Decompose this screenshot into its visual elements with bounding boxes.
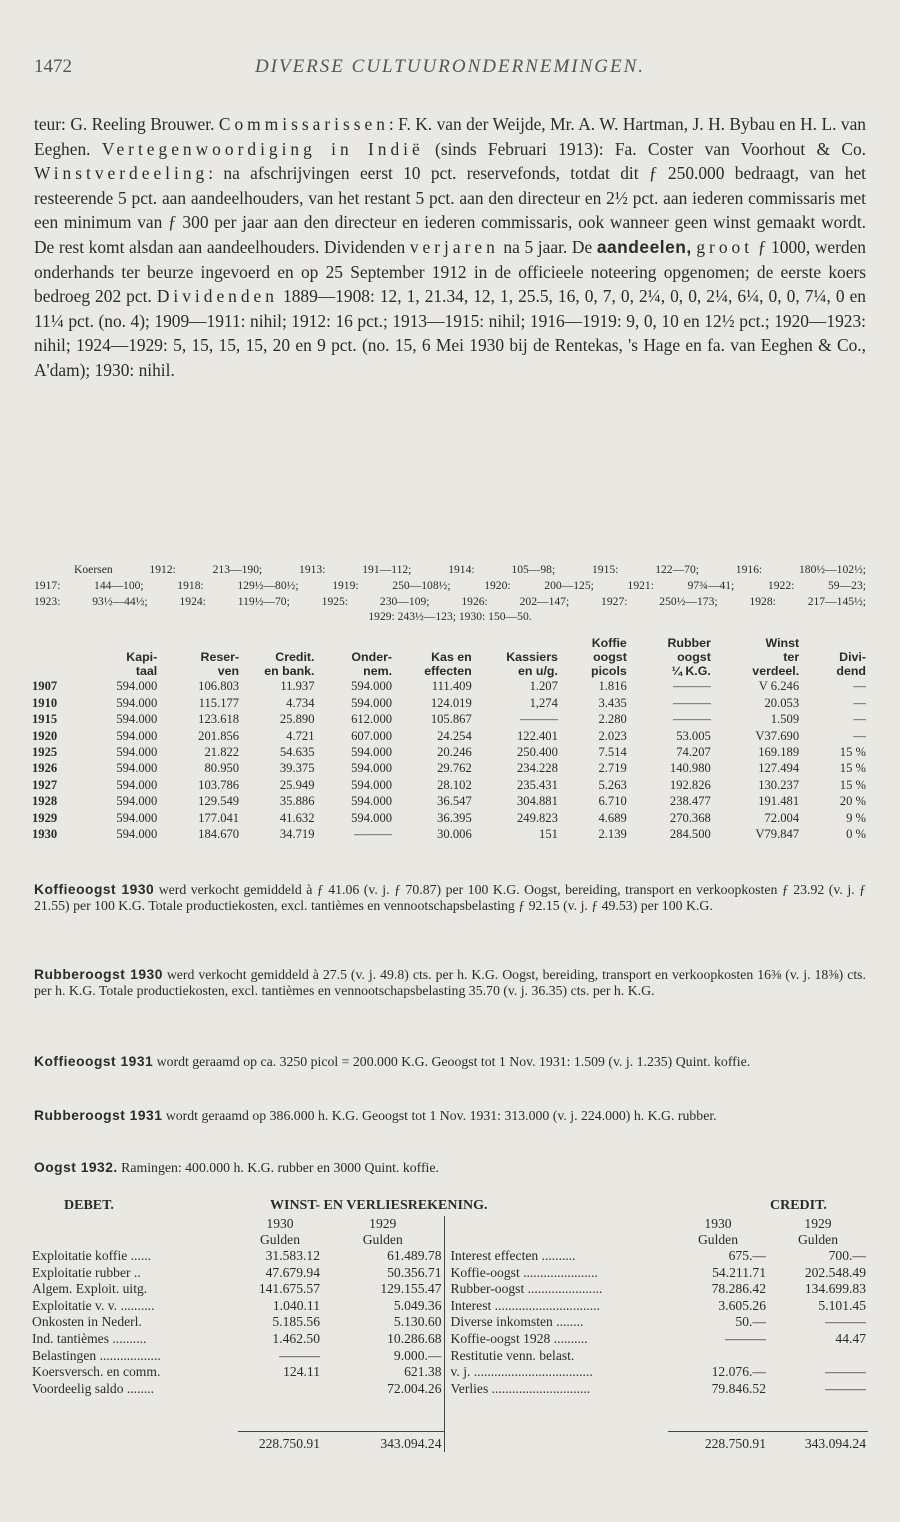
profit-loss-account [30, 1216, 868, 1452]
credit-amount: 5.101.45 [818, 1297, 866, 1313]
table-cell: 74.207 [676, 745, 711, 760]
credit-amount: 675.— [728, 1248, 766, 1263]
price-line: 1923: 93½—44½; 1924: 119½—70; 1925: 230—109; 1926: 202—147; 1927: 250½—173; 1928: 217—145½; [34, 594, 866, 608]
debet-amount: 5.130.60 [393, 1314, 442, 1330]
debet-amount: 72.004.26 [387, 1380, 442, 1396]
spacer-cell [322, 1397, 444, 1414]
debet-amount: 9.000.— [393, 1347, 442, 1363]
credit-amount: 12.076.— [711, 1364, 766, 1380]
table-cell: 1.207 [529, 679, 558, 694]
table-cell: — [853, 712, 866, 727]
table-cell: 594.000 [116, 777, 158, 792]
intro-text: : F. K. van der Weijde, Mr. A. W. Hartman, J. H. Bybau en H. L. van Eeghen. [34, 114, 867, 159]
column-header: 1929 [369, 1216, 397, 1231]
column-header: nem. [363, 663, 393, 678]
table-cell: 1.816 [598, 679, 627, 694]
column-header: Gulden [697, 1232, 739, 1247]
credit-amount: ——— [825, 1364, 866, 1380]
table-cell: 28.102 [437, 777, 472, 792]
financial-table [30, 637, 868, 842]
account-row [30, 1381, 868, 1398]
credit-item-label: v. j. ................................... [444, 1364, 668, 1381]
intro-text: 1889—1908: 12, 1, 21.34, 12, 1, 25.5, 16, 0, 7, 0, 2¼, 0, 0, 2¼, 6¼, 0, 0, 7¼, 0 en 11¼ pct. (no. 4); 1909—1911: nihil; 1912: 16 pct.; 1913—1915: nihil; 1916—1919: 9, 0, 10 en 12½ pct.; 1920—1923: nihil; 1924—1929: 5, 15, 15, 15, 20 en 9 pct. (no. 15, 6 Mei 1930 bij de Rentekas, 's Hage en fa. van Eeghen & Co., A'dam); 1930: nihil. [34, 286, 866, 380]
paragraph-rubberoogst-1931 [34, 1108, 866, 1124]
intro-term: Dividenden [156, 286, 278, 307]
credit-amount: ——— [825, 1380, 866, 1396]
table-cell: — [853, 728, 866, 743]
table-cell: 235.431 [516, 777, 558, 792]
table-cell: 7.514 [598, 745, 627, 760]
debet-label: DEBET. [64, 1198, 114, 1213]
intro-text: : na afschrijvingen eerst 10 pct. reservefonds, totdat dit ƒ 250.000 bedraagt, van het resteerende 5 pct. aan aandeelhouders, van het restant 5 pct. aan den directeur en 2½ pct. aan iederen commissaris met een minimum van ƒ 300 per jaar aan den directeur en iederen commissaris, ook wanneer geen winst gemaakt wordt. De rest komt alsdan aan aandeelhouders. Dividenden [34, 163, 866, 257]
table-row [30, 711, 868, 727]
credit-amount: ——— [825, 1314, 866, 1330]
spacer-cell [668, 1397, 768, 1414]
table-cell: 284.500 [669, 827, 711, 842]
year-cell: 1928 [32, 794, 58, 809]
table-cell: 249.823 [516, 810, 558, 825]
column-header: Gulden [362, 1232, 403, 1247]
account-row [30, 1331, 868, 1348]
table-cell: 53.005 [676, 728, 711, 743]
paragraph-koffieoogst-1931 [34, 1054, 866, 1070]
spacer-cell [768, 1414, 868, 1431]
table-cell: 72.004 [764, 810, 800, 825]
credit-amount: 44.47 [835, 1330, 866, 1346]
paragraph-text: wordt geraamd op 386.000 h. K.G. Geoogst tot 1 Nov. 1931: 313.000 (v. j. 224.000) h. K.G. rubber. [162, 1108, 717, 1123]
paragraph-text: werd verkocht gemiddeld à 27.5 (v. j. 49.8) cts. per h. K.G. Oogst, bereiding, transport en verkoopkosten 16⅜ (v. j. 18⅜) cts. per h. K.G. Totale productiekosten, excl. tantièmes en vennootschapsbelasting 35.70 (v. j. 36.35) cts. per h. K.G. [34, 967, 866, 998]
credit-amount: 54.211.71 [712, 1264, 766, 1280]
column-header: verdeel. [752, 663, 800, 678]
table-cell: 25.949 [279, 777, 315, 792]
column-header: picols [591, 663, 627, 678]
table-cell: 129.549 [198, 794, 240, 809]
paragraph-oogst-1932 [34, 1160, 866, 1176]
table-cell: 2.023 [598, 728, 627, 743]
account-row [30, 1281, 868, 1298]
table-cell: 124.019 [430, 695, 472, 710]
table-cell: 151 [539, 827, 558, 842]
spacer-cell [238, 1397, 322, 1414]
credit-item-label: Interest ............................... [444, 1298, 668, 1315]
table-cell: 2.280 [598, 712, 627, 727]
column-header: 1930 [704, 1216, 732, 1231]
debet-item-label: Voordeelig saldo ........ [32, 1380, 155, 1396]
table-row [30, 760, 868, 776]
year-cell: 1930 [32, 827, 58, 842]
table-cell: 594.000 [116, 728, 158, 743]
table-cell: 123.618 [198, 712, 240, 727]
intro-text: (sinds Februari 1913): Fa. Coster van Voorhout & Co. [423, 138, 866, 159]
table-cell: 140.980 [669, 761, 711, 776]
credit-amount: 50.— [735, 1314, 766, 1330]
table-cell: 594.000 [116, 794, 158, 809]
debet-item-label: Onkosten in Nederl. [32, 1314, 142, 1330]
account-row [30, 1298, 868, 1315]
column-header [317, 637, 395, 651]
debet-amount: 129.155.47 [380, 1281, 442, 1297]
table-cell: 35.886 [279, 794, 315, 809]
debet-item-label: Exploitatie v. v. .......... [32, 1297, 155, 1313]
debet-amount: 50.356.71 [387, 1264, 442, 1280]
credit-amount: 134.699.83 [804, 1281, 866, 1297]
credit-item-label: Koffie-oogst ...................... [444, 1265, 668, 1282]
spacer-row [30, 1397, 868, 1414]
table-cell: 238.477 [669, 794, 711, 809]
table-cell: 105.867 [430, 712, 472, 727]
debet-amount [238, 1381, 322, 1398]
column-header: ven [217, 663, 240, 678]
table-header-row [30, 637, 868, 651]
debet-amount: 61.489.78 [387, 1248, 442, 1263]
debet-item-label: Algem. Exploit. uitg. [32, 1281, 148, 1297]
paragraph-text: wordt geraamd op ca. 3250 picol = 200.000 K.G. Geoogst tot 1 Nov. 1931: 1.509 (v. j. 1.235) Quint. koffie. [153, 1054, 751, 1069]
table-cell: 106.803 [198, 679, 240, 694]
paragraph-text: Ramingen: 400.000 h. K.G. rubber en 3000 Quint. koffie. [117, 1160, 439, 1175]
debet-amount: 141.675.57 [258, 1281, 320, 1297]
table-cell: 594.000 [116, 745, 158, 760]
intro-term: verjaren [409, 236, 499, 257]
account-heading [34, 1198, 866, 1218]
intro-term: Winstverdeeling [34, 163, 209, 184]
table-cell: 594.000 [116, 761, 158, 776]
table-cell: 1.509 [770, 712, 800, 727]
table-cell: 39.375 [279, 761, 315, 776]
table-cell: ——— [673, 712, 711, 727]
column-header: 1929 [804, 1216, 832, 1231]
paragraph-text: werd verkocht gemiddeld à ƒ 41.06 (v. j. ƒ 70.87) per 100 K.G. Oogst, bereiding, transport en verkoopkosten ƒ 23.92 (v. j. ƒ 21.55) per 100 K.G. Totale productiekosten, excl. tantièmes en vennootschapsbelasting ƒ 92.15 (v. j. ƒ 49.53) per 100 K.G. [34, 882, 866, 913]
column-header [394, 637, 474, 651]
table-row [30, 695, 868, 711]
debet-amount: 1.040.11 [272, 1297, 320, 1313]
table-cell: 594.000 [351, 695, 393, 710]
table-cell: 2.139 [598, 827, 627, 842]
spacer-cell [444, 1397, 668, 1414]
debet-item-label: Exploitatie koffie ...... [32, 1248, 152, 1263]
debet-amount: 31.583.12 [265, 1248, 320, 1263]
table-header-row [30, 665, 868, 679]
table-cell: 201.856 [198, 728, 240, 743]
debet-amount: 5.049.36 [393, 1297, 442, 1313]
table-cell: 1,274 [529, 695, 558, 710]
column-header: taal [135, 663, 158, 678]
table-cell: 6.710 [598, 794, 627, 809]
table-cell: 4.734 [286, 695, 315, 710]
account-title: WINST- EN VERLIESREKENING. [270, 1198, 488, 1213]
spacer-cell [444, 1414, 668, 1431]
table-cell: 36.547 [437, 794, 472, 809]
table-cell: 34.719 [279, 827, 315, 842]
paragraph-rubberoogst-1930 [34, 967, 866, 999]
year-cell: 1927 [32, 777, 58, 792]
debet-item-label: Exploitatie rubber .. [32, 1264, 141, 1280]
table-cell: ——— [520, 712, 558, 727]
debet-amount: 5.185.56 [272, 1314, 320, 1330]
column-header [77, 637, 159, 651]
price-line: 1929: 243½—123; 1930: 150—50. [368, 610, 532, 624]
table-cell: 594.000 [116, 679, 158, 694]
column-header: Onder- [351, 649, 393, 664]
spacer-cell [30, 1431, 238, 1452]
year-cell: 1915 [32, 712, 58, 727]
column-header [159, 637, 241, 651]
table-header-row [30, 651, 868, 665]
column-header [30, 665, 77, 679]
intro-text: na 5 jaar. De [498, 236, 597, 257]
credit-label: CREDIT. [770, 1198, 827, 1213]
column-header: Divi- [839, 649, 866, 664]
table-cell: 594.000 [116, 712, 158, 727]
table-cell: 20.053 [764, 695, 800, 710]
column-header: 1930 [266, 1216, 294, 1231]
intro-paragraph [34, 112, 866, 383]
totals-row [30, 1431, 868, 1452]
column-header: Credit. [275, 649, 315, 664]
table-cell: 11.937 [280, 679, 315, 694]
credit-amount: 700.— [828, 1248, 866, 1263]
column-header: oogst [677, 649, 711, 664]
column-header: dend [836, 663, 866, 678]
intro-term: groot [696, 236, 754, 257]
table-row [30, 744, 868, 760]
table-cell: 594.000 [351, 794, 393, 809]
year-cell: 1929 [32, 810, 58, 825]
table-cell: 234.228 [516, 761, 558, 776]
table-cell: — [853, 695, 866, 710]
price-line: Koersen 1912: 213—190; 1913: 191—112; 1914: 105—98; 1915: 122—70; 1916: 180½—102½; [74, 563, 866, 576]
credit-amount: 202.548.49 [804, 1264, 866, 1280]
table-cell: 594.000 [116, 827, 158, 842]
credit-amount: 3.605.26 [718, 1297, 766, 1313]
column-header: Gulden [259, 1232, 301, 1247]
table-cell: V79.847 [755, 827, 800, 842]
total-amount: 343.094.24 [322, 1431, 444, 1452]
credit-amount: 79.846.52 [711, 1380, 766, 1396]
total-amount: 343.094.24 [768, 1431, 868, 1452]
debet-item-label: Ind. tantièmes .......... [32, 1330, 147, 1346]
table-cell: 115.177 [198, 695, 240, 710]
table-cell: 24.254 [437, 728, 472, 743]
debet-item-label: Koersversch. en comm. [32, 1364, 161, 1380]
spacer-cell [444, 1431, 668, 1452]
year-cell: 1926 [32, 761, 58, 776]
table-cell: 29.762 [437, 761, 472, 776]
table-cell: 15 % [839, 777, 866, 792]
table-cell: 3.435 [598, 695, 627, 710]
table-cell: 2.719 [598, 761, 627, 776]
spacer-cell [30, 1414, 238, 1431]
debet-amount: ——— [279, 1347, 320, 1363]
intro-text: ƒ 1000, werden onderhands ter beurze ingevoerd en op 25 September 1912 in de officieele noteering opgenomen; de eerste koers bedroeg 202 pct. [34, 236, 866, 307]
spacer-cell [322, 1414, 444, 1431]
table-cell: 184.670 [198, 827, 240, 842]
year-cell: 1925 [32, 745, 58, 760]
table-cell: V37.690 [755, 728, 800, 743]
table-cell: 191.481 [758, 794, 800, 809]
account-row [30, 1348, 868, 1365]
account-year-row [30, 1216, 868, 1232]
table-cell: 21.822 [204, 745, 240, 760]
table-cell: 5.263 [598, 777, 627, 792]
column-header: ter [783, 649, 800, 664]
credit-item-label: Rubber-oogst ...................... [444, 1281, 668, 1298]
table-cell: 111.409 [431, 679, 472, 694]
table-cell: — [853, 679, 866, 694]
column-header: Winst [765, 636, 800, 650]
column-header: ¼ K.G. [671, 663, 711, 678]
paragraph-lead: Rubberoogst 1930 [34, 967, 163, 982]
year-cell: 1910 [32, 695, 58, 710]
column-header: Kassiers [506, 649, 558, 664]
table-cell: 192.826 [669, 777, 711, 792]
page-header [34, 56, 866, 86]
table-cell: ——— [673, 695, 711, 710]
table-cell: ——— [354, 827, 393, 842]
table-cell: 270.368 [669, 810, 711, 825]
account-row [30, 1364, 868, 1381]
debet-amount: 124.11 [283, 1364, 320, 1380]
spacer-cell [444, 1232, 668, 1248]
account-row [30, 1265, 868, 1282]
intro-text: teur: G. Reeling Brouwer. [34, 114, 219, 134]
table-cell: 41.632 [279, 810, 315, 825]
column-header: oogst [593, 649, 627, 664]
paragraph-lead: Rubberoogst 1931 [34, 1108, 163, 1123]
table-cell: V 6.246 [758, 679, 800, 694]
table-cell: 594.000 [351, 745, 393, 760]
credit-amount: 78.286.42 [711, 1281, 766, 1297]
column-header: Koffie [591, 636, 627, 650]
share-prices [34, 562, 866, 625]
table-cell: 304.881 [516, 794, 558, 809]
total-amount: 228.750.91 [668, 1431, 768, 1452]
column-header: Kas en [431, 649, 472, 664]
column-header [241, 637, 316, 651]
debet-amount: 47.679.94 [265, 1264, 320, 1280]
table-cell: 594.000 [116, 695, 158, 710]
table-cell: 122.401 [516, 728, 558, 743]
paragraph-koffieoogst-1930 [34, 882, 866, 914]
table-cell: 127.494 [758, 761, 800, 776]
price-line: 1917: 144—100; 1918: 129½—80½; 1919: 250—108½; 1920: 200—125; 1921: 97¾—41; 1922: 59—23; [34, 578, 866, 592]
column-header [474, 637, 560, 651]
credit-item-label: Verlies ............................. [444, 1381, 668, 1398]
intro-term: Commissarissen [218, 114, 389, 134]
column-header: en bank. [264, 663, 315, 678]
spacer-row [30, 1414, 868, 1431]
column-header: effecten [424, 663, 472, 678]
column-header: en u/g. [517, 663, 558, 678]
table-cell: 30.006 [437, 827, 472, 842]
table-cell: 607.000 [351, 728, 393, 743]
running-title: DIVERSE CULTUURONDERNEMINGEN. [254, 56, 646, 77]
column-header: Kapi- [126, 649, 158, 664]
credit-item-label: Restitutie venn. belast. [444, 1348, 668, 1365]
spacer-cell [444, 1216, 668, 1232]
year-cell: 1920 [32, 728, 58, 743]
credit-item-label: Diverse inkomsten ........ [444, 1314, 668, 1331]
table-row [30, 777, 868, 793]
table-row [30, 793, 868, 809]
column-header: Rubber [667, 636, 711, 650]
table-cell: 15 % [839, 745, 866, 760]
column-header [801, 637, 868, 651]
year-cell: 1907 [32, 679, 58, 694]
column-header: Reser- [200, 649, 240, 664]
account-year-row [30, 1232, 868, 1248]
spacer-cell [30, 1397, 238, 1414]
table-cell: 594.000 [351, 761, 393, 776]
table-cell: 612.000 [351, 712, 393, 727]
table-cell: 177.041 [198, 810, 240, 825]
table-cell: 36.395 [437, 810, 472, 825]
credit-amount: ——— [725, 1330, 766, 1346]
table-cell: 80.950 [204, 761, 240, 776]
table-cell: 103.786 [198, 777, 240, 792]
spacer-cell [238, 1414, 322, 1431]
table-cell: 54.635 [279, 745, 315, 760]
debet-amount: 621.38 [404, 1364, 442, 1380]
table-row [30, 728, 868, 744]
account-row [30, 1248, 868, 1265]
credit-item-label: Interest effecten .......... [444, 1248, 668, 1265]
table-cell: 4.689 [598, 810, 627, 825]
total-amount: 228.750.91 [238, 1431, 322, 1452]
table-cell: 594.000 [116, 810, 158, 825]
column-header [30, 651, 77, 665]
table-cell: 594.000 [351, 777, 393, 792]
spacer-cell [30, 1216, 238, 1232]
intro-bold-term: aandeelen, [596, 236, 692, 257]
paragraph-lead: Koffieoogst 1931 [34, 1054, 154, 1069]
spacer-cell [768, 1397, 868, 1414]
column-header [30, 637, 77, 651]
paragraph-lead: Oogst 1932. [34, 1160, 118, 1175]
table-cell: 169.189 [758, 745, 800, 760]
column-header: Gulden [797, 1232, 839, 1247]
table-row [30, 678, 868, 694]
table-cell: 594.000 [351, 679, 393, 694]
intro-term: Vertegenwoordiging in Indië [101, 138, 424, 159]
table-cell: 594.000 [351, 810, 393, 825]
table-cell: 9 % [846, 810, 866, 825]
debet-amount: 10.286.68 [387, 1330, 442, 1346]
credit-amount [768, 1348, 868, 1365]
page-number: 1472 [34, 56, 72, 77]
table-cell: 250.400 [516, 745, 558, 760]
table-cell: 20.246 [437, 745, 472, 760]
table-cell: 130.237 [758, 777, 800, 792]
table-cell: 4.721 [286, 728, 315, 743]
table-row [30, 826, 868, 842]
spacer-cell [30, 1232, 238, 1248]
table-cell: 25.890 [279, 712, 315, 727]
spacer-cell [668, 1414, 768, 1431]
account-row [30, 1314, 868, 1331]
table-cell: 0 % [846, 827, 866, 842]
table-row [30, 810, 868, 826]
credit-amount [668, 1348, 768, 1365]
table-cell: 15 % [839, 761, 866, 776]
credit-item-label: Koffie-oogst 1928 .......... [444, 1331, 668, 1348]
table-cell: 20 % [839, 794, 866, 809]
paragraph-lead: Koffieoogst 1930 [34, 882, 155, 897]
debet-item-label: Belastingen .................. [32, 1347, 161, 1363]
debet-amount: 1.462.50 [272, 1330, 320, 1346]
table-cell: ——— [673, 679, 711, 694]
